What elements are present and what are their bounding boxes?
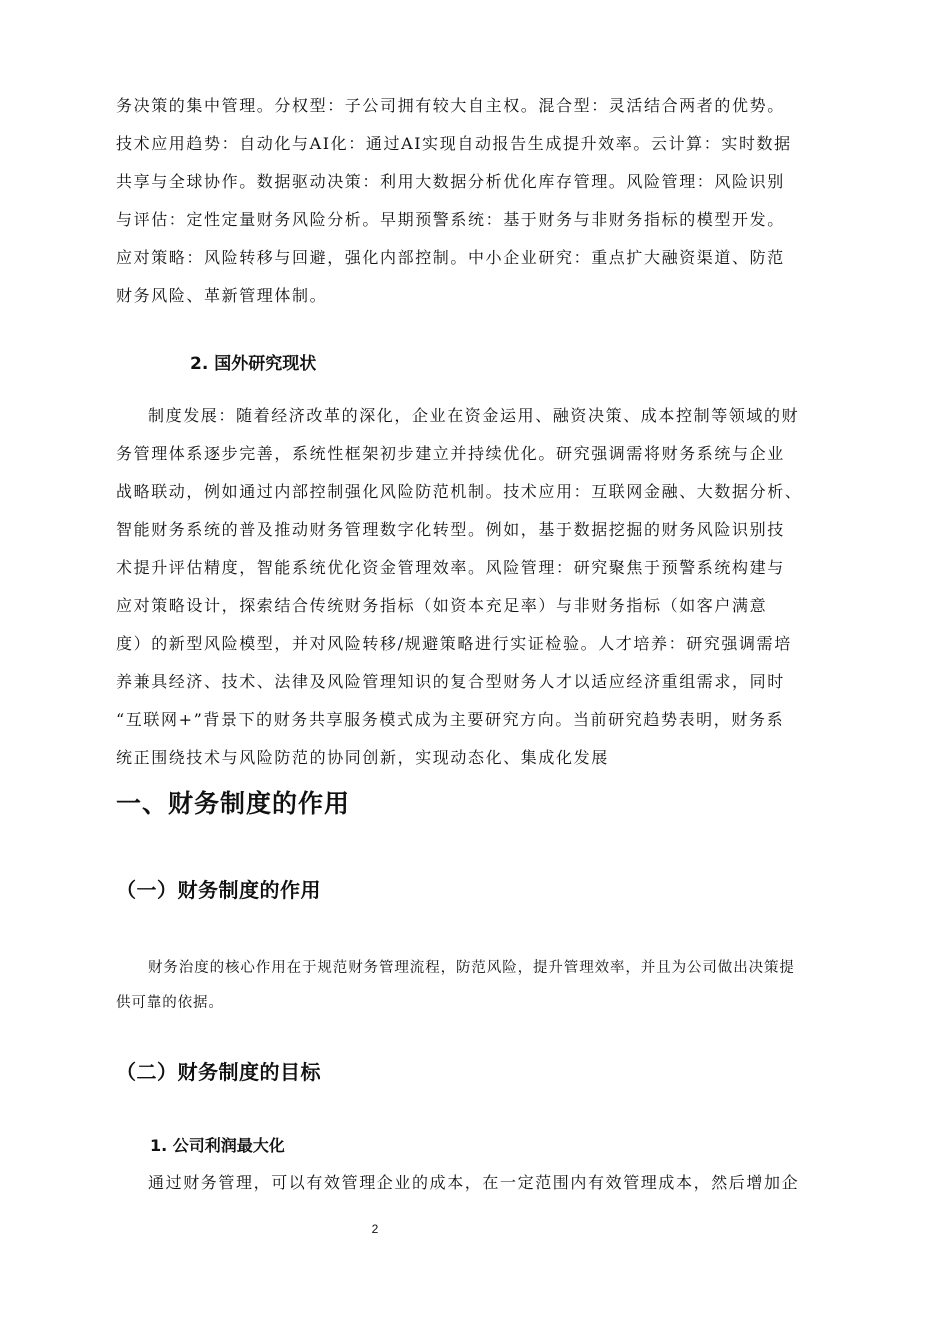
text-line: 制度发展：随着经济改革的深化，企业在资金运用、融资决策、成本控制等领域的财 bbox=[148, 406, 800, 425]
text-line: 务管理体系逐步完善，系统性框架初步建立并持续优化。研究强调需将财务系统与企业 bbox=[116, 444, 785, 463]
text-line: 应对策略设计，探索结合传统财务指标（如资本充足率）与非财务指标（如客户满意 bbox=[116, 596, 768, 615]
text-line: 统正围绕技术与风险防范的协同创新，实现动态化、集成化发展 bbox=[116, 748, 609, 767]
subsection-heading-role: （一）财务制度的作用 bbox=[116, 878, 321, 902]
page-number: 2 bbox=[371, 1222, 379, 1236]
text-line: 通过财务管理，可以有效管理企业的成本，在一定范围内有效管理成本，然后增加企 bbox=[148, 1173, 800, 1192]
text-line: 应对策略：风险转移与回避，强化内部控制。中小企业研究：重点扩大融资渠道、防范 bbox=[116, 248, 785, 267]
text-line: 财务治度的核心作用在于规范财务管理流程，防范风险，提升管理效率，并且为公司做出决策提 bbox=[148, 960, 795, 976]
text-line: 供可靠的依据。 bbox=[116, 995, 224, 1011]
text-line: 财务风险、革新管理体制。 bbox=[116, 286, 328, 305]
section-heading-foreign-research: 2. 国外研究现状 bbox=[190, 354, 317, 374]
text-line: 养兼具经济、技术、法律及风险管理知识的复合型财务人才以适应经济重组需求，同时 bbox=[116, 672, 785, 691]
text-line: 务决策的集中管理。分权型：子公司拥有较大自主权。混合型：灵活结合两者的优势。 bbox=[116, 96, 785, 115]
text-line: 技术应用趋势：自动化与AI化：通过AI实现自动报告生成提升效率。云计算：实时数据 bbox=[116, 134, 792, 153]
text-line: 术提升评估精度，智能系统优化资金管理效率。风险管理：研究聚焦于预警系统构建与 bbox=[116, 558, 785, 577]
chapter-heading: 一、财务制度的作用 bbox=[116, 789, 351, 818]
item-heading-profit: 1. 公司利润最大化 bbox=[150, 1136, 285, 1155]
text-line: “互联网+”背景下的财务共享服务模式成为主要研究方向。当前研究趋势表明，财务系 bbox=[116, 710, 785, 729]
text-line: 战略联动，例如通过内部控制强化风险防范机制。技术应用：互联网金融、大数据分析、 bbox=[116, 482, 803, 501]
text-line: 度）的新型风险模型，并对风险转移/规避策略进行实证检验。人才培养：研究强调需培 bbox=[116, 634, 792, 653]
text-line: 共享与全球协作。数据驱动决策：利用大数据分析优化库存管理。风险管理：风险识别 bbox=[116, 172, 785, 191]
text-line: 与评估：定性定量财务风险分析。早期预警系统：基于财务与非财务指标的模型开发。 bbox=[116, 210, 785, 229]
subsection-heading-goals: （二）财务制度的目标 bbox=[116, 1060, 321, 1084]
text-line: 智能财务系统的普及推动财务管理数字化转型。例如，基于数据挖掘的财务风险识别技 bbox=[116, 520, 785, 539]
